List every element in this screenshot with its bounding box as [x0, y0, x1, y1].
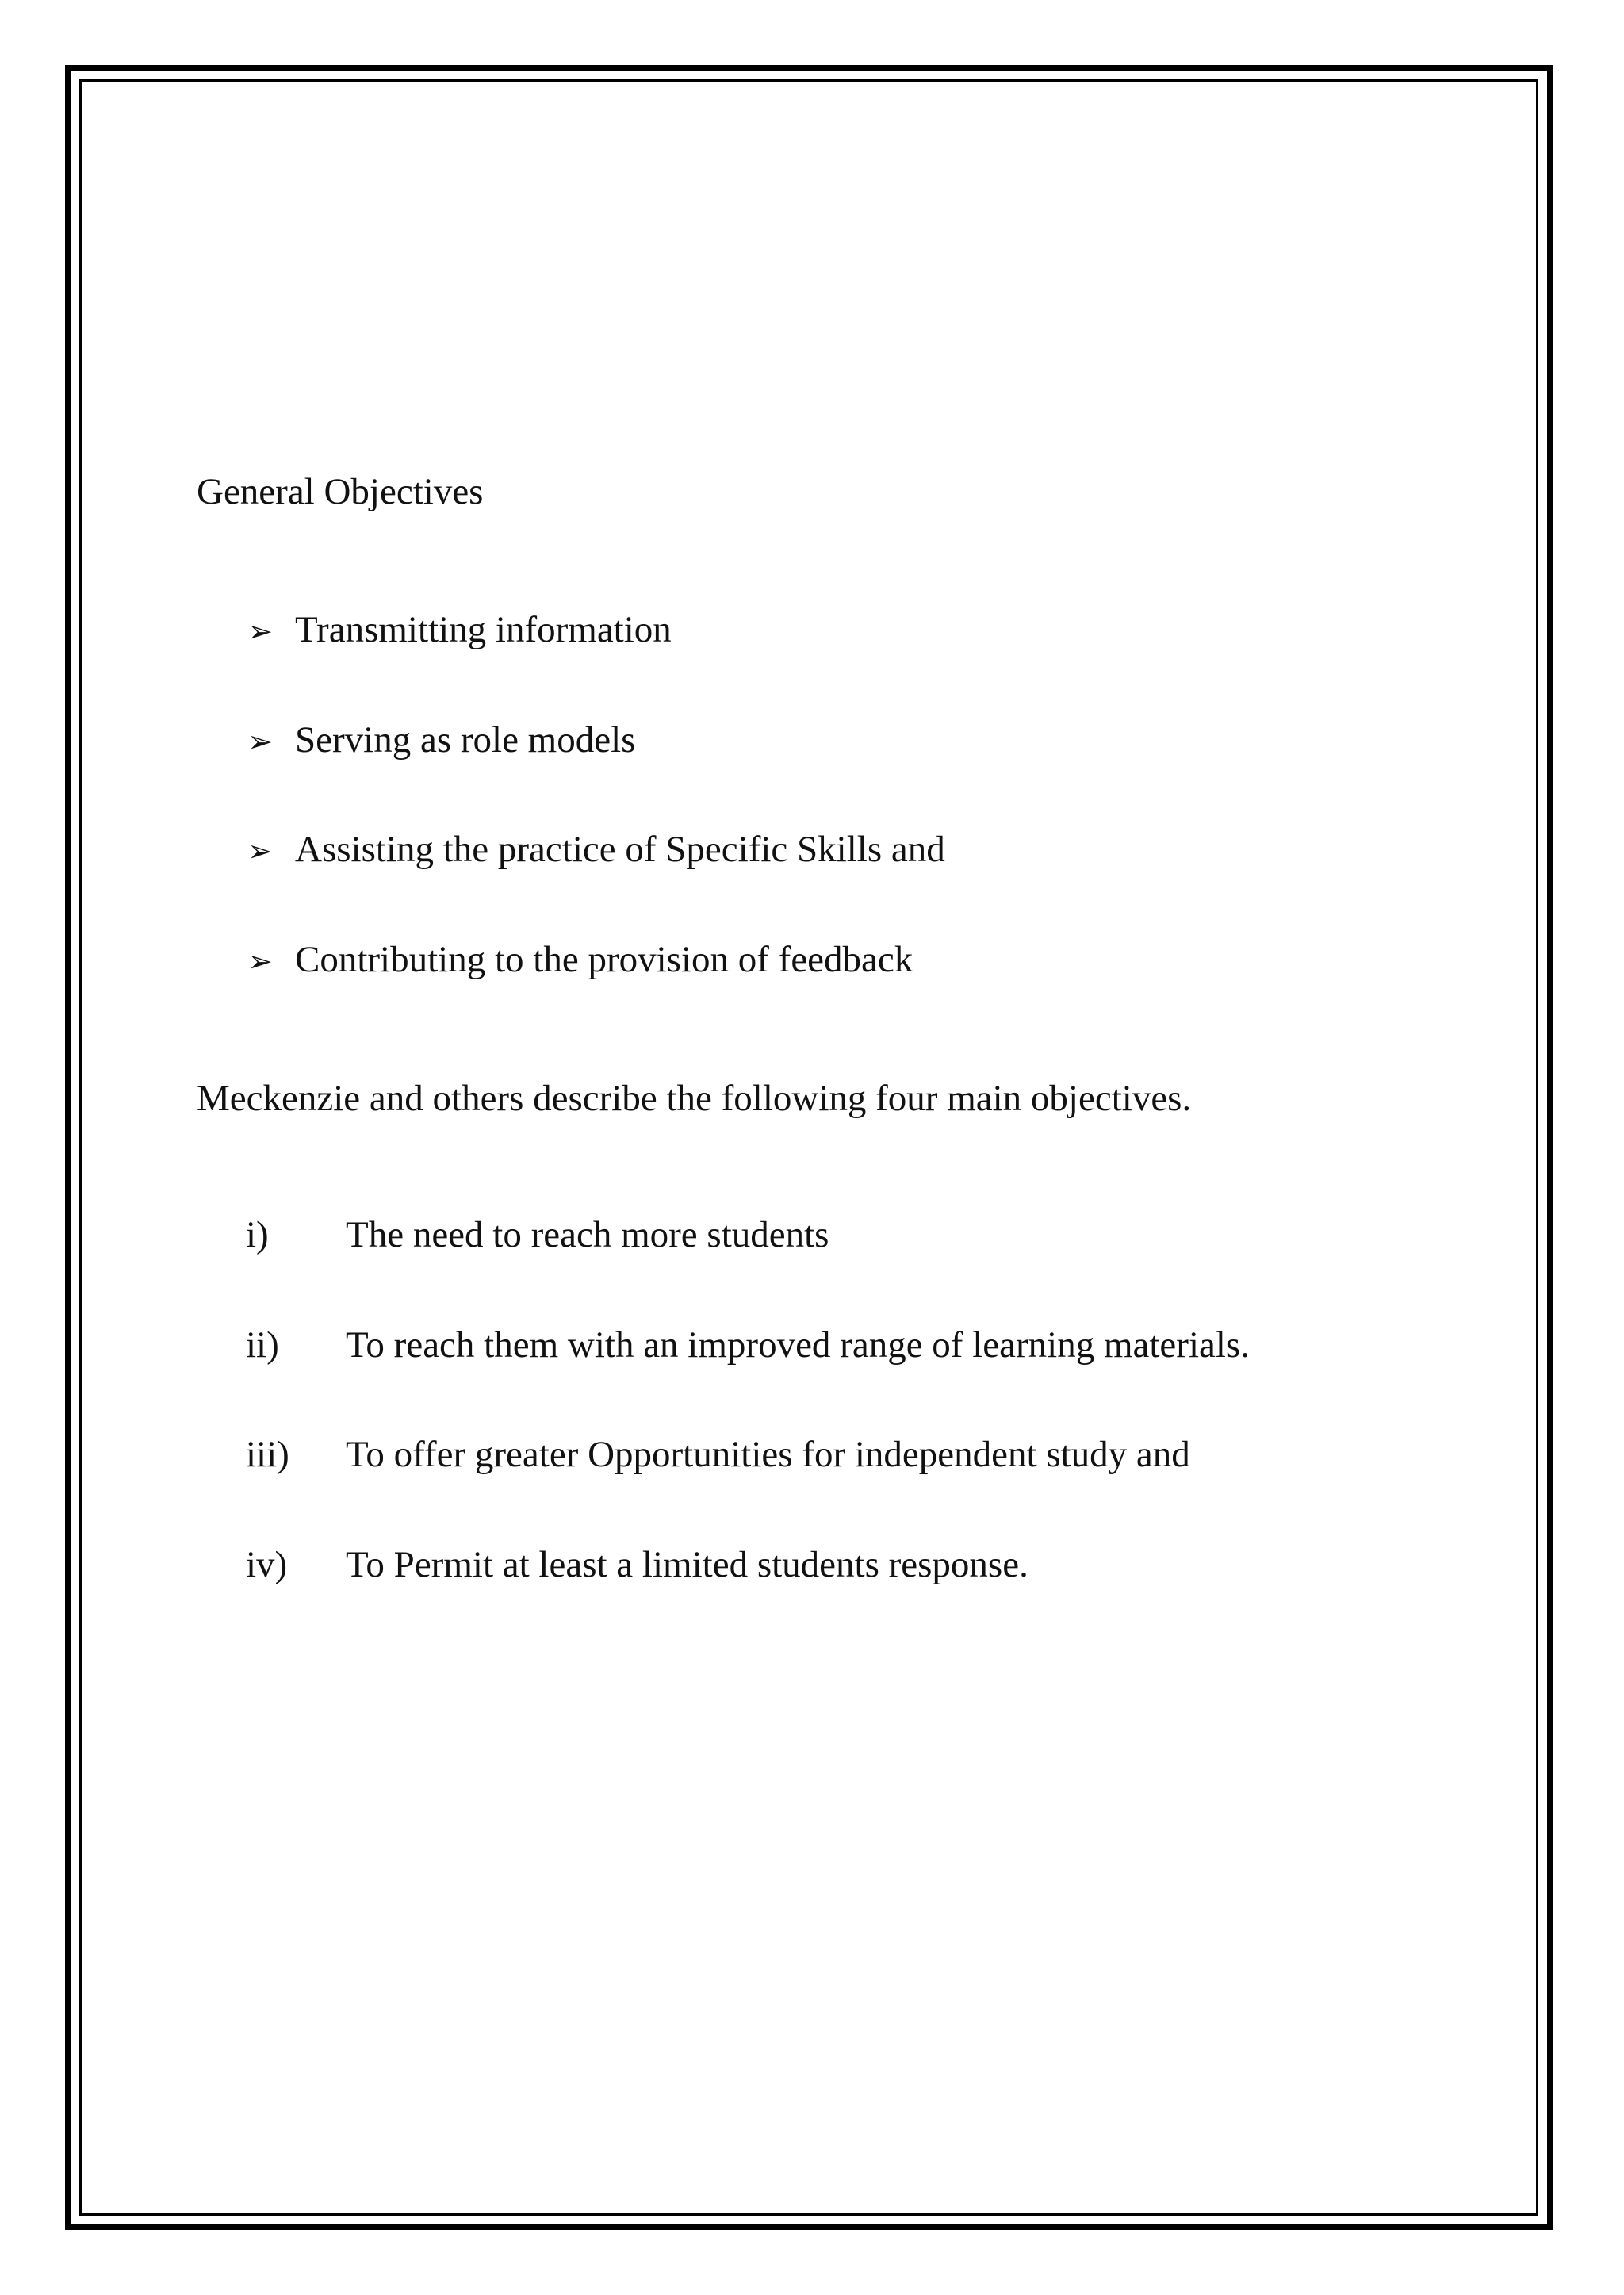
arrowhead-bullet-icon: ➢ [247, 614, 273, 649]
bullet-item [247, 606, 672, 655]
bullet-text: Assisting the practice of Specific Skills and [295, 829, 945, 870]
numbered-item-label: iv) [246, 1544, 288, 1585]
bullet-item [247, 936, 913, 985]
numbered-item [246, 1211, 829, 1259]
bullet-text: Contributing to the provision of feedback [295, 939, 914, 980]
numbered-item-label: i) [246, 1214, 269, 1255]
arrowhead-bullet-icon: ➢ [247, 724, 273, 759]
arrowhead-bullet-icon: ➢ [247, 833, 273, 868]
numbered-item-label: ii) [246, 1324, 279, 1366]
numbered-item [246, 1541, 1028, 1588]
section-heading: General Objectives [197, 471, 484, 512]
bullet-text: Transmitting information [295, 609, 672, 650]
numbered-item-text: To reach them with an improved range of learning materials. [346, 1324, 1250, 1366]
arrowhead-bullet-icon: ➢ [247, 944, 273, 979]
intro-paragraph: Meckenzie and others describe the following four main objectives. [197, 1078, 1192, 1119]
numbered-item-label: iii) [246, 1434, 289, 1475]
numbered-item [246, 1321, 1250, 1369]
numbered-item-text: The need to reach more students [346, 1214, 829, 1255]
bullet-text: Serving as role models [295, 719, 636, 761]
bullet-item [247, 826, 945, 875]
numbered-item-text: To Permit at least a limited students response. [346, 1544, 1028, 1585]
numbered-item [246, 1431, 1190, 1478]
numbered-item-text: To offer greater Opportunities for independent study and [346, 1434, 1190, 1475]
bullet-item [247, 716, 635, 765]
